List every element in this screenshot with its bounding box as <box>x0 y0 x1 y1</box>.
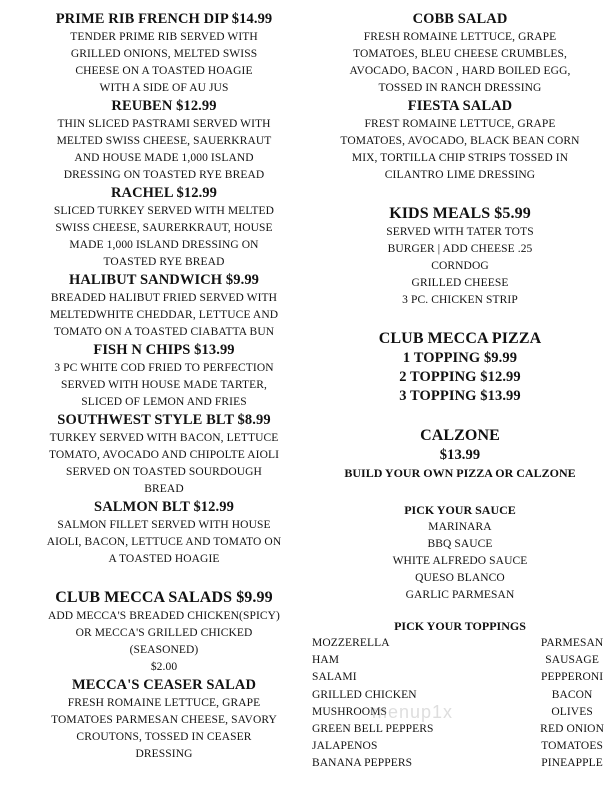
spacer <box>312 184 608 204</box>
calzone-price: $13.99 <box>439 447 481 463</box>
item-line: A TOASTED HOAGIE <box>108 553 220 565</box>
topping-option: SAUSAGE <box>545 654 599 667</box>
item-line: THIN SLICED PASTRAMI SERVED WITH <box>57 118 271 130</box>
watermark-logo: menup1x <box>372 702 454 722</box>
topping-option: BACON <box>551 688 593 701</box>
menu-section-sauce <box>312 502 608 604</box>
item-line: OR MECCA'S GRILLED CHICKED <box>75 627 253 639</box>
menu-item-salmon-blt <box>14 498 314 568</box>
item-title: REUBEN $12.99 <box>111 98 217 114</box>
topping-option: OLIVES <box>551 705 593 718</box>
item-line: SLICED TURKEY SERVED WITH MELTED <box>53 205 275 217</box>
section-title: PICK YOUR TOPPINGS <box>394 619 526 633</box>
menu-section-pizza <box>312 329 608 406</box>
section-title: CLUB MECCA SALADS $9.99 <box>55 589 273 606</box>
topping-option: BANANA PEPPERS <box>312 757 413 770</box>
item-line: (SEASONED) <box>129 644 199 656</box>
menu-section-kids <box>312 204 608 309</box>
item-line: SERVED ON TOASTED SOURDOUGH <box>66 466 262 478</box>
menu-section-salads <box>14 588 314 676</box>
item-line: 3 PC. CHICKEN STRIP <box>402 294 518 306</box>
item-title: FIESTA SALAD <box>407 98 513 114</box>
menu-item-fiesta-salad <box>312 97 608 184</box>
section-title: CLUB MECCA PIZZA <box>378 330 542 347</box>
topping-option: PARMESAN <box>540 637 604 649</box>
item-title: SOUTHWEST STYLE BLT $8.99 <box>57 412 271 428</box>
item-line: TOMATOES, BLEU CHEESE CRUMBLES, <box>353 48 567 60</box>
item-line: 3 PC WHITE COD FRIED TO PERFECTION <box>54 362 274 374</box>
item-line: MELTED SWISS CHEESE, SAUERKRAUT <box>56 135 272 147</box>
item-line: GRILLED CHEESE <box>411 277 509 289</box>
topping-option: JALAPENOS <box>312 740 378 753</box>
section-title: KIDS MEALS $5.99 <box>389 205 531 222</box>
topping-option: MUSHROOMS <box>312 705 388 718</box>
item-line: CORNDOG <box>431 260 489 272</box>
item-title: HALIBUT SANDWICH $9.99 <box>68 272 260 288</box>
menu-item-rachel <box>14 184 314 271</box>
menu-section-toppings <box>312 618 608 773</box>
spacer <box>14 568 314 588</box>
topping-option: RED ONION <box>540 723 604 736</box>
item-line: TOSSED IN RANCH DRESSING <box>378 82 542 94</box>
topping-option: GREEN BELL PEPPERS <box>312 723 434 736</box>
calzone-note: BUILD YOUR OWN PIZZA OR CALZONE <box>344 466 576 480</box>
menu-item-halibut <box>14 271 314 341</box>
item-line: AND HOUSE MADE 1,000 ISLAND <box>74 152 254 164</box>
item-line: MIX, TORTILLA CHIP STRIPS TOSSED IN <box>351 152 569 164</box>
item-line: $2.00 <box>150 661 178 673</box>
menu-item-prime-rib <box>14 10 314 97</box>
item-line: BURGER | ADD CHEESE .25 <box>387 243 533 255</box>
section-title: PICK YOUR SAUCE <box>404 503 516 517</box>
topping-option: GRILLED CHICKEN <box>312 688 417 701</box>
pizza-price-line: 2 TOPPING $12.99 <box>399 369 521 385</box>
item-title: FISH N CHIPS $13.99 <box>93 342 235 358</box>
item-line: TOMATO ON A TOASTED CIABATTA BUN <box>53 326 275 338</box>
left-column <box>14 10 314 763</box>
menu-item-fish-n-chips <box>14 341 314 411</box>
right-column <box>312 10 608 773</box>
pizza-price-line: 1 TOPPING $9.99 <box>402 350 518 366</box>
topping-option: SALAMI <box>312 671 357 684</box>
item-line: ADD MECCA'S BREADED CHICKEN(SPICY) <box>48 610 280 622</box>
spacer <box>312 406 608 426</box>
item-line: SWISS CHEESE, SAURERKRAUT, HOUSE <box>55 222 273 234</box>
item-line: TOMATOES PARMESAN CHEESE, SAVORY <box>51 714 277 726</box>
topping-option: PINEAPPLE <box>541 757 603 770</box>
item-line: CHEESE ON A TOASTED HOAGIE <box>75 65 253 77</box>
topping-option: TOMATOES <box>541 740 603 753</box>
item-line: BREADED HALIBUT FRIED SERVED WITH <box>50 292 278 304</box>
item-line: TURKEY SERVED WITH BACON, LETTUCE <box>49 432 279 444</box>
item-line: WITH A SIDE OF AU JUS <box>99 82 229 94</box>
item-line: FRESH ROMAINE LETTUCE, GRAPE <box>363 31 557 43</box>
item-line: SALMON FILLET SERVED WITH HOUSE <box>57 519 271 531</box>
toppings-right-column <box>540 635 604 773</box>
item-line: SERVED WITH HOUSE MADE TARTER, <box>60 379 268 391</box>
spacer <box>312 309 608 329</box>
item-title: MECCA'S CEASER SALAD <box>71 677 257 693</box>
spacer <box>312 604 608 618</box>
topping-option: PEPPERONI <box>540 671 604 684</box>
toppings-grid <box>312 635 608 773</box>
item-line: SERVED WITH TATER TOTS <box>386 226 534 238</box>
item-line: FRESH ROMAINE LETTUCE, GRAPE <box>67 697 261 709</box>
item-line: AIOLI, BACON, LETTUCE AND TOMATO ON <box>46 536 282 548</box>
item-line: TOMATOES, AVOCADO, BLACK BEAN CORN <box>340 135 580 147</box>
item-line: MELTEDWHITE CHEDDAR, LETTUCE AND <box>49 309 279 321</box>
item-line: GRILLED ONIONS, MELTED SWISS <box>70 48 258 60</box>
item-title: RACHEL $12.99 <box>110 185 218 201</box>
item-title: PRIME RIB FRENCH DIP $14.99 <box>55 11 273 27</box>
topping-option: MOZZERELLA <box>312 637 390 649</box>
menu-section-calzone <box>312 426 608 482</box>
sauce-option: QUESO BLANCO <box>415 572 505 584</box>
sauce-option: GARLIC PARMESAN <box>405 589 515 601</box>
item-line: MADE 1,000 ISLAND DRESSING ON <box>69 239 259 251</box>
item-title: SALMON BLT $12.99 <box>94 499 234 515</box>
sauce-option: MARINARA <box>428 521 492 533</box>
item-line: BREAD <box>144 483 184 495</box>
item-line: TOMATO, AVOCADO AND CHIPOLTE AIOLI <box>48 449 280 461</box>
item-line: CROUTONS, TOSSED IN CEASER <box>76 731 252 743</box>
menu-item-cobb-salad <box>312 10 608 97</box>
spacer <box>312 482 608 502</box>
section-title: CALZONE <box>420 427 500 444</box>
item-line: DRESSING <box>135 748 193 760</box>
sauce-option: BBQ SAUCE <box>427 538 493 550</box>
item-line: TOASTED RYE BREAD <box>103 256 225 268</box>
item-line: AVOCADO, BACON , HARD BOILED EGG, <box>349 65 571 77</box>
item-title: COBB SALAD <box>412 11 508 27</box>
pizza-price-line: 3 TOPPING $13.99 <box>399 388 521 404</box>
item-line: SLICED OF LEMON AND FRIES <box>81 396 247 408</box>
topping-option: HAM <box>312 654 340 667</box>
item-line: DRESSING ON TOASTED RYE BREAD <box>63 169 265 181</box>
sauce-option: WHITE ALFREDO SAUCE <box>392 555 528 567</box>
item-line: FREST ROMAINE LETTUCE, GRAPE <box>364 118 556 130</box>
menu-item-southwest-blt <box>14 411 314 498</box>
item-line: TENDER PRIME RIB SERVED WITH <box>70 31 258 43</box>
menu-item-reuben <box>14 97 314 184</box>
menu-item-ceaser-salad <box>14 676 314 763</box>
item-line: CILANTRO LIME DRESSING <box>384 169 536 181</box>
